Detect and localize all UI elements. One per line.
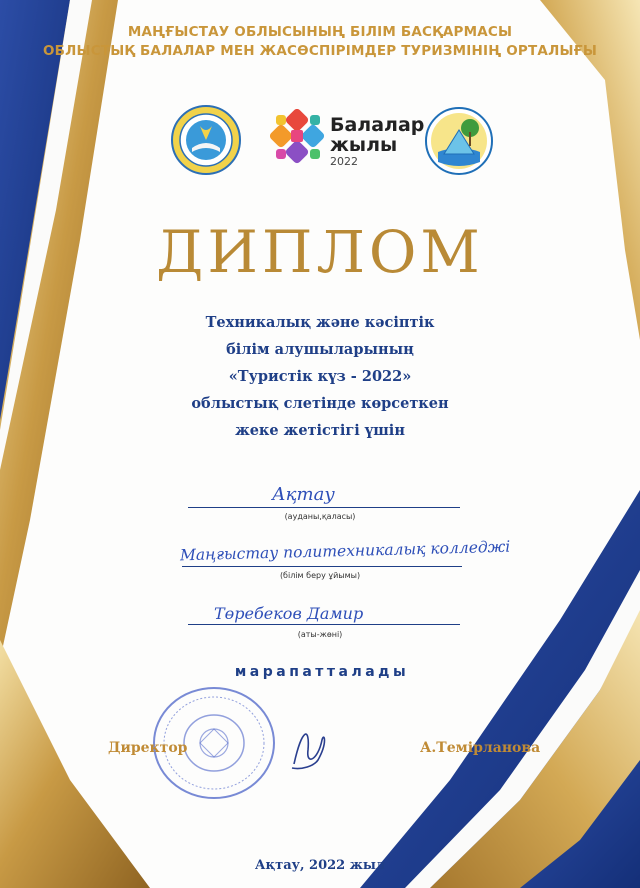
balalar-zhyly-logo-icon bbox=[270, 109, 326, 167]
institution-rule bbox=[182, 566, 462, 567]
name-rule bbox=[188, 624, 460, 625]
tourism-center-emblem-icon bbox=[424, 106, 494, 176]
institution-caption: (білім беру ұйымы) bbox=[279, 571, 361, 580]
director-name: А.Темірланова bbox=[420, 740, 541, 756]
body-line-2: білім алушыларының bbox=[226, 341, 414, 358]
header-line-1: МАҢҒЫСТАУ ОБЛЫСЫНЫҢ БІЛІМ БАСҚАРМАСЫ bbox=[127, 24, 513, 40]
header-line-2: ОБЛЫСТЫҚ БАЛАЛАР МЕН ЖАСӨСПІРІМДЕР ТУРИЗМІНІҢ ОРТАЛЫҒЫ bbox=[42, 43, 598, 59]
brand-line-1: Балалар bbox=[330, 114, 425, 136]
institution-value: Маңғыстау политехникалық колледжі bbox=[179, 537, 511, 565]
handwritten-signature-icon bbox=[288, 720, 330, 774]
district-rule bbox=[188, 507, 460, 508]
diploma-title: ДИПЛОМ bbox=[156, 218, 484, 286]
footer-place-date: Ақтау, 2022 жыл bbox=[254, 858, 386, 873]
body-line-5: жеке жетістігі үшін bbox=[235, 422, 405, 439]
body-line-4: облыстық слетінде көрсеткен bbox=[191, 395, 449, 412]
name-caption: (аты-жөні) bbox=[297, 630, 343, 639]
brand-line-2: жылы bbox=[330, 133, 398, 156]
event-name: «Туристік күз - 2022» bbox=[228, 368, 412, 385]
name-value: Төребеков Дамир bbox=[214, 604, 364, 623]
district-value: Ақтау bbox=[272, 484, 335, 505]
brand-year: 2022 bbox=[330, 154, 358, 168]
education-department-emblem-icon bbox=[170, 104, 242, 176]
body-line-1: Техникалық және кәсіптік bbox=[205, 314, 435, 331]
director-label: Директор bbox=[108, 740, 188, 756]
awarded-text: марапатталады bbox=[234, 664, 410, 680]
balalar-zhyly-wordmark bbox=[330, 116, 424, 167]
district-caption: (ауданы,қаласы) bbox=[284, 512, 356, 521]
